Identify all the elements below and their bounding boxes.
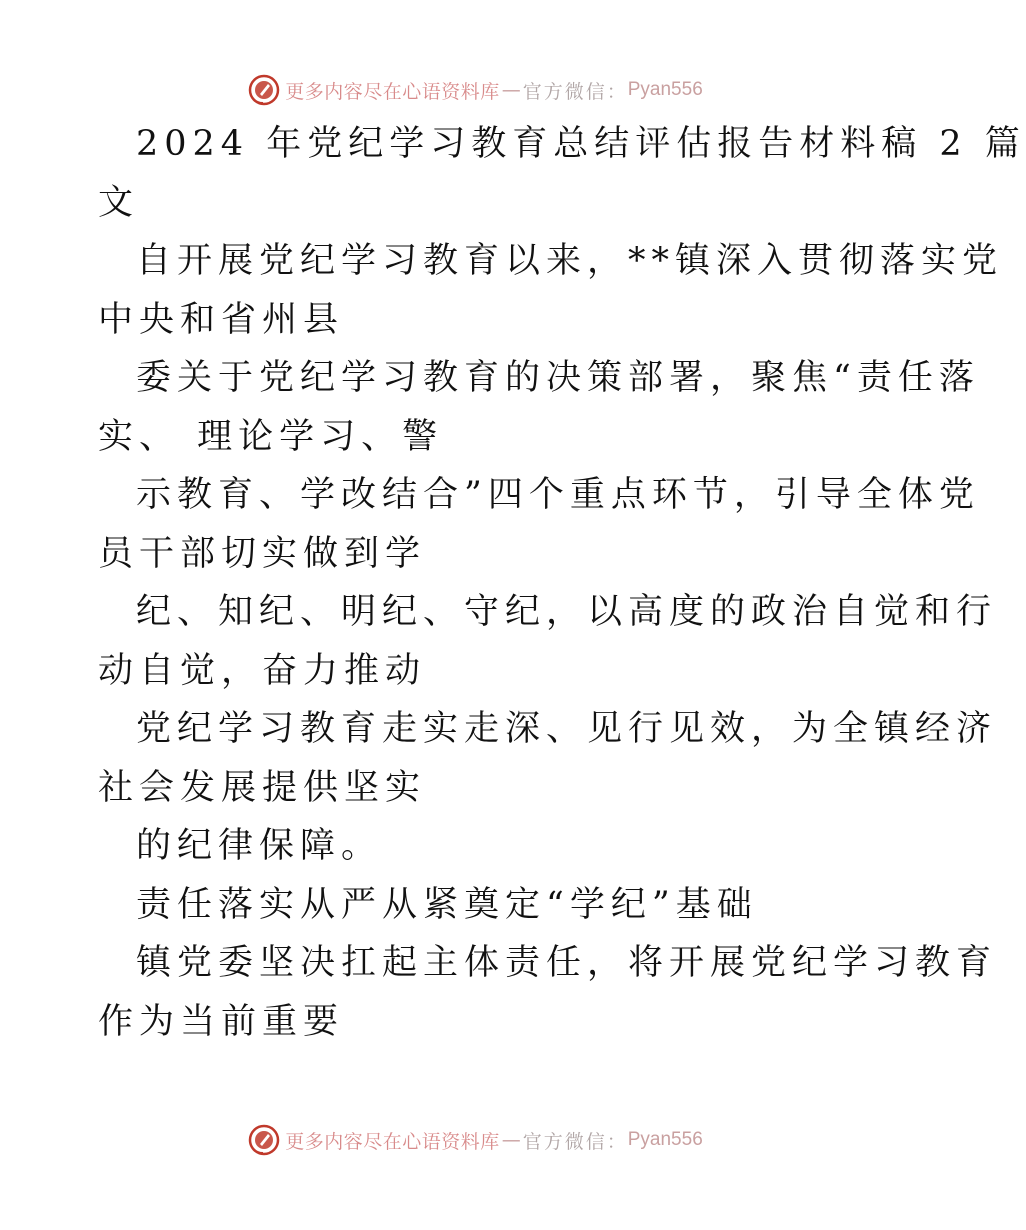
section-heading: 责任落实从严从紧奠定“学纪”基础 [136,884,758,925]
document-title-line-2: 文 [98,182,140,223]
paragraph-line: 党纪学习教育走实走深、见行见效，为全镇经济 [136,709,998,749]
header-watermark [0,70,950,110]
paragraph-line: 中央和省州县 [98,299,345,340]
document-body [98,115,1026,1051]
watermark-wechat-id: Pyan556 [627,1129,703,1150]
watermark-separator: — [501,1129,521,1151]
footer-watermark [0,1120,950,1160]
watermark-separator: — [501,79,521,101]
watermark-wechat-label: 官方微信： [522,80,628,103]
watermark-wechat-label: 官方微信： [522,1130,628,1153]
paragraph-line: 实、 理论学习、警 [98,416,444,457]
document-title-line-1: 2024 年党纪学习教育总结评估报告材料稿 2 篇 [136,124,1026,164]
watermark-wechat-id: Pyan556 [627,79,703,100]
paragraph-line: 社会发展提供坚实 [98,767,427,808]
paragraph-line: 的纪律保障。 [136,826,383,866]
pen-nib-circle-icon [247,1123,281,1157]
paragraph-line: 自开展党纪学习教育以来，**镇深入贯彻落实党 [136,241,1004,281]
watermark-site-text: 更多内容尽在心语资料库 [285,1130,500,1153]
paragraph-line: 委关于党纪学习教育的决策部署，聚焦“责任落 [136,358,980,398]
paragraph-line: 动自觉，奋力推动 [98,650,427,691]
paragraph-line: 示教育、学改结合”四个重点环节，引导全体党 [136,475,980,515]
watermark-site-text: 更多内容尽在心语资料库 [285,80,500,103]
paragraph-line: 纪、知纪、明纪、守纪，以高度的政治自觉和行 [136,592,998,632]
paragraph-line: 员干部切实做到学 [98,533,427,574]
paragraph-line: 作为当前重要 [98,1001,345,1042]
paragraph-line: 镇党委坚决扛起主体责任，将开展党纪学习教育 [136,943,998,983]
pen-nib-circle-icon [247,73,281,107]
